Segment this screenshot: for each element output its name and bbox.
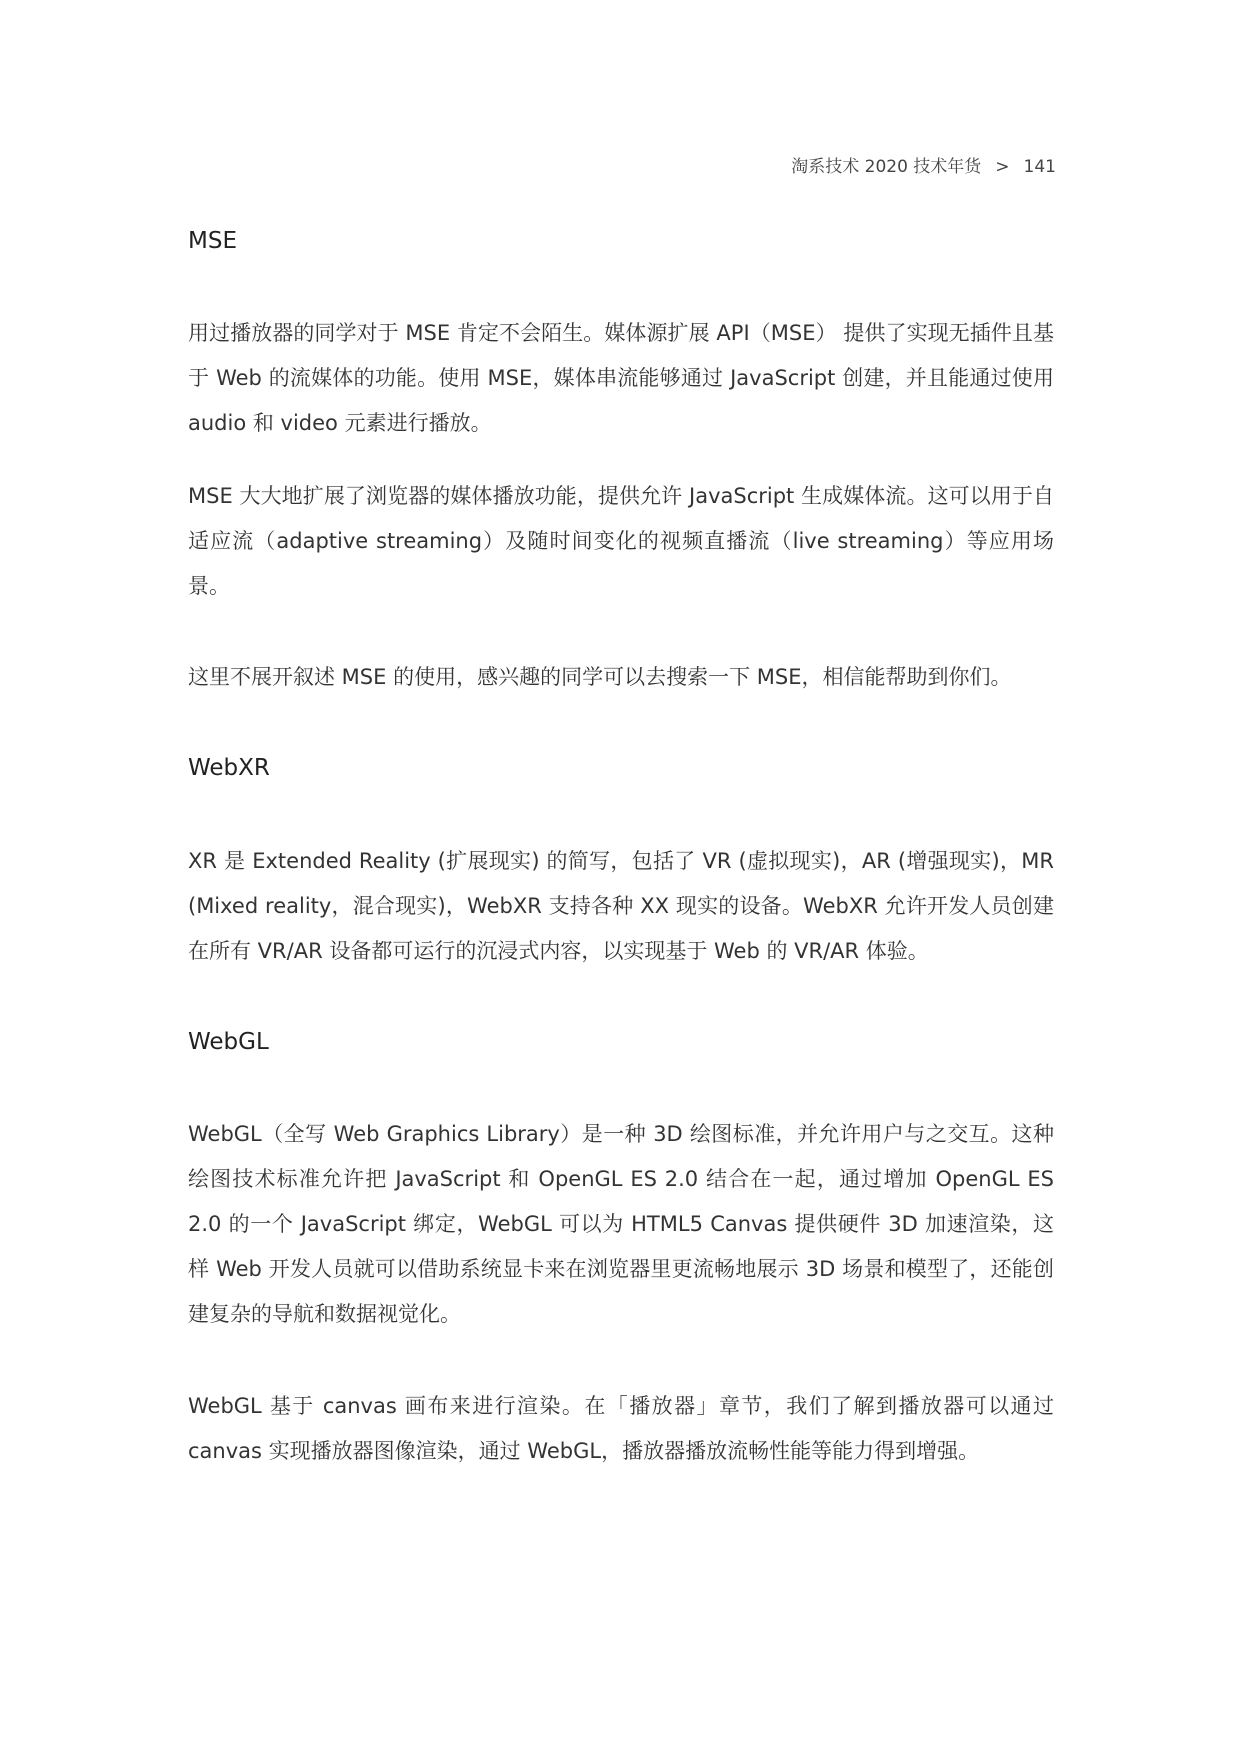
section-heading-mse: MSE: [188, 228, 237, 254]
paragraph-mse-capabilities: MSE 大大地扩展了浏览器的媒体播放功能，提供允许 JavaScript 生成媒体流。这可以用于自适应流（adaptive streaming）及随时间变化的视频直播流（live streaming）等应用场景。: [188, 484, 1054, 598]
section-heading-webgl: WebGL: [188, 1029, 269, 1055]
header-separator: >: [995, 157, 1010, 177]
section-heading-webxr: WebXR: [188, 755, 270, 781]
paragraph-mse-note: 这里不展开叙述 MSE 的使用，感兴趣的同学可以去搜索一下 MSE，相信能帮助到你们。: [188, 665, 1012, 689]
paragraph-webgl-canvas: WebGL 基于 canvas 画布来进行渲染。在「播放器」章节，我们了解到播放器可以通过 canvas 实现播放器图像渲染，通过 WebGL，播放器播放流畅性能等能力得到增强。: [188, 1394, 1054, 1463]
paragraph-webxr: XR 是 Extended Reality (扩展现实) 的简写，包括了 VR (虚拟现实)，AR (增强现实)，MR (Mixed reality，混合现实)，WebXR 支持各种 XX 现实的设备。WebXR 允许开发人员创建在所有 VR/AR 设备都可运行的沉浸式内容，以实现基于 Web 的 VR/AR 体验。: [188, 849, 1054, 963]
page-number: 141: [1023, 157, 1056, 177]
running-header: [791, 152, 1056, 177]
paragraph-mse-intro: 用过播放器的同学对于 MSE 肯定不会陌生。媒体源扩展 API（MSE） 提供了实现无插件且基于 Web 的流媒体的功能。使用 MSE，媒体串流能够通过 JavaScript 创建，并且能通过使用 audio 和 video 元素进行播放。: [188, 321, 1054, 435]
paragraph-webgl-intro: WebGL（全写 Web Graphics Library）是一种 3D 绘图标准，并允许用户与之交互。这种绘图技术标准允许把 JavaScript 和 OpenGL ES 2.0 结合在一起，通过增加 OpenGL ES 2.0 的一个 JavaScript 绑定，WebGL 可以为 HTML5 Canvas 提供硬件 3D 加速渲染，这样 Web 开发人员就可以借助系统显卡来在浏览器里更流畅地展示 3D 场景和模型了，还能创建复杂的导航和数据视觉化。: [188, 1122, 1054, 1326]
book-title: 淘系技术 2020 技术年货: [791, 157, 982, 177]
